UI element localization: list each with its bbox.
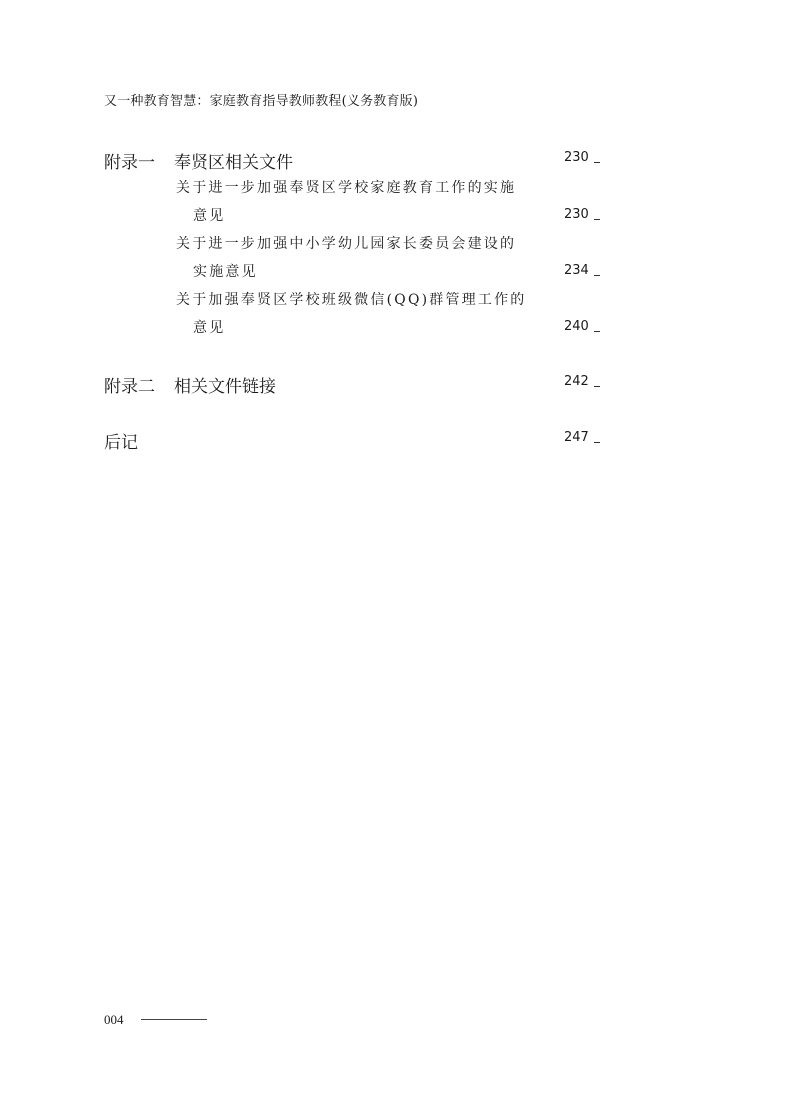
footer-rule	[141, 1019, 207, 1020]
appendix-1-page: 230	[564, 150, 600, 165]
appendix-2-label: 附录二	[104, 377, 155, 397]
subentry-1-page: 230	[564, 207, 600, 222]
running-head: 又一种教育智慧：家庭教育指导教师教程(义务教育版)	[104, 94, 419, 109]
toc-subentry-2-line1[interactable]	[104, 233, 604, 257]
afterword-page: 247	[564, 430, 600, 445]
toc-subentry-3-line2[interactable]	[104, 317, 604, 341]
appendix-1-title: 奉贤区相关文件	[174, 153, 293, 173]
appendix-2-title: 相关文件链接	[174, 377, 276, 397]
subentry-3-text-cont: 意见	[193, 320, 226, 336]
toc-subentry-1-line2[interactable]	[104, 205, 604, 229]
toc-entry-appendix-1[interactable]	[104, 148, 604, 172]
subentry-3-page: 240	[564, 319, 600, 334]
subentry-2-text-cont: 实施意见	[193, 264, 258, 280]
subentry-1-text-cont: 意见	[193, 208, 226, 224]
footer-page-number: 004	[104, 1012, 124, 1027]
subentry-1-text: 关于进一步加强奉贤区学校家庭教育工作的实施	[176, 180, 517, 196]
toc-subentry-1-line1[interactable]	[104, 177, 604, 201]
subentry-3-text: 关于加强奉贤区学校班级微信(QQ)群管理工作的	[176, 292, 527, 308]
toc-subentry-2-line2[interactable]	[104, 261, 604, 285]
toc-subentry-3-line1[interactable]	[104, 289, 604, 313]
subentry-2-text: 关于进一步加强中小学幼儿园家长委员会建设的	[176, 236, 517, 252]
subentry-2-page: 234	[564, 263, 600, 278]
toc-entry-appendix-2[interactable]	[104, 372, 604, 396]
appendix-1-label: 附录一	[104, 153, 155, 173]
afterword-label: 后记	[104, 433, 138, 453]
appendix-2-page: 242	[564, 374, 600, 389]
toc-entry-afterword[interactable]	[104, 428, 604, 452]
